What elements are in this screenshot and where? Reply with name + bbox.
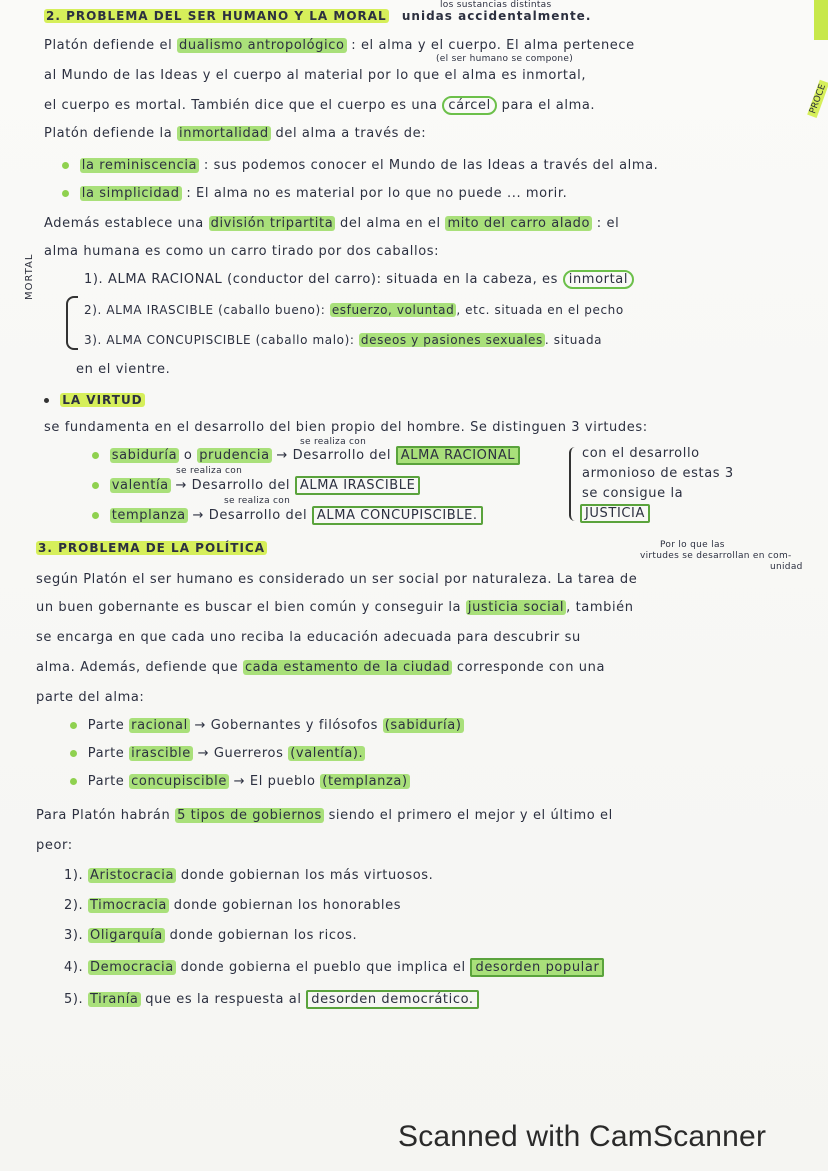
virtud-1-highlight: sabiduría [111, 448, 178, 463]
soul-part-2-highlight: esfuerzo, voluntad [331, 303, 455, 317]
alma-parte-racional [70, 718, 464, 734]
camscanner-watermark: Scanned with CamScanner [398, 1120, 767, 1153]
politica-line2 [36, 600, 634, 616]
gobierno-item-4 [64, 960, 604, 976]
soul-part-3-cont: en el vientre. [76, 362, 171, 377]
virtud-1-mid: o [183, 448, 193, 463]
justicia-box [580, 506, 650, 522]
virtud-3-text: → Desarrollo del [192, 508, 308, 523]
soul-part-3-num: 3). [84, 333, 102, 347]
bullet-1-highlight: la reminiscencia [81, 158, 198, 173]
politica-l4-end: corresponde con una [456, 660, 606, 675]
gobierno-1-num: 1). [64, 868, 84, 883]
corner-tag: PROCE [807, 80, 828, 118]
gobiernos-l1-start: Para Platón habrán [36, 808, 171, 823]
politica-line3: se encarga en que cada uno reciba la educación adecuada para descubrir su [36, 630, 581, 645]
politica-l2-end: , también [566, 600, 634, 615]
top-overflow-text: los sustancias distintas [440, 0, 552, 10]
soul-part-2 [84, 302, 624, 318]
gobierno-1-highlight: Aristocracia [90, 868, 175, 883]
parte-1-a: Parte [87, 718, 125, 733]
p1-line2: al Mundo de las Ideas y el cuerpo al material por lo que el alma es inmortal, [44, 68, 587, 83]
parte-1-highlight2: (sabiduría) [384, 718, 462, 733]
virtud-small-3: se realiza con [224, 496, 291, 506]
virtud-intro: se fundamenta en el desarrollo del bien propio del hombre. Se distinguen 3 virtudes: [44, 420, 648, 435]
soul-part-1-text: ALMA RACIONAL (conductor del carro): situada en la cabeza, es [108, 272, 559, 287]
virtud-1-highlight2: prudencia [199, 448, 270, 463]
soul-part-2-text: ALMA IRASCIBLE (caballo bueno): [106, 303, 326, 317]
virtud-title-text: LA VIRTUD [62, 393, 143, 407]
p1-l4-start: Platón defiende la [44, 126, 173, 141]
parte-2-a: Parte [87, 746, 125, 761]
gobierno-4-boxed: desorden popular [470, 958, 604, 977]
p1-l1-highlight: dualismo antropológico [179, 38, 345, 53]
soul-part-1-circled: inmortal [563, 270, 634, 289]
soul-part-1-num: 1). [84, 272, 104, 287]
soul-part-3-text: ALMA CONCUPISCIBLE (caballo malo): [106, 333, 355, 347]
gobierno-2-highlight: Timocracia [90, 898, 167, 913]
virtud-item-1 [92, 448, 520, 464]
section-title-text: 2. PROBLEMA DEL SER HUMANO Y LA MORAL [46, 9, 387, 23]
virtud-item-2 [92, 478, 420, 494]
virtud-2-text: → Desarrollo del [175, 478, 291, 493]
virtud-1-boxed: ALMA RACIONAL [396, 446, 520, 465]
gobierno-4-num: 4). [64, 960, 84, 975]
p1-l1-end: : el alma y el cuerpo. El alma pertenece [351, 38, 635, 53]
bullet-dot-icon [70, 750, 77, 757]
politica-line5: parte del alma: [36, 690, 145, 705]
gobierno-3-text: donde gobiernan los ricos. [169, 928, 358, 943]
p1-line4 [44, 126, 426, 142]
p1-line1 [44, 38, 635, 54]
gobierno-2-text: donde gobiernan los honorables [173, 898, 402, 913]
virtud-3-highlight: templanza [111, 508, 186, 523]
p2-l1-highlight: división tripartita [210, 216, 334, 231]
p1-l3-start: el cuerpo es mortal. También dice que el cuerpo es una [44, 98, 438, 113]
gobierno-5-text: que es la respuesta al [145, 992, 302, 1007]
virtud-title [44, 392, 145, 408]
virtud-2-highlight: valentía [111, 478, 169, 493]
p2-line1 [44, 216, 619, 232]
bullet-dot-icon [92, 512, 99, 519]
politica-l2-start: un buen gobernante es buscar el bien común y conseguir la [36, 600, 462, 615]
politica-l2-highlight: justicia social [467, 600, 565, 615]
virtud-right-1: con el desarrollo [582, 446, 700, 461]
parte-1-highlight: racional [131, 718, 188, 733]
soul-part-3 [84, 332, 602, 348]
politica-line1: según Platón el ser humano es considerado un ser social por naturaleza. La tarea de [36, 572, 638, 587]
bullet-reminiscencia [62, 158, 658, 174]
soul-part-2-num: 2). [84, 303, 102, 317]
p1-l3-circled: cárcel [442, 96, 497, 115]
politica-title-text: 3. PROBLEMA DE LA POLÍTICA [38, 541, 266, 555]
gobierno-5-num: 5). [64, 992, 84, 1007]
p2-l1-highlight2: mito del carro alado [447, 216, 591, 231]
p1-l1-start: Platón defiende el [44, 38, 173, 53]
gobierno-item-3 [64, 928, 357, 944]
gobiernos-l1-end: siendo el primero el mejor y el último el [328, 808, 613, 823]
gobierno-5-boxed: desorden democrático. [306, 990, 478, 1009]
bullet-dot-icon [70, 722, 77, 729]
p1-l3-end: para el alma. [501, 98, 596, 113]
soul-part-3-highlight: deseos y pasiones sexuales [360, 333, 543, 347]
p1-note: (el ser humano se compone) [436, 54, 574, 64]
justicia-boxed: JUSTICIA [580, 504, 650, 523]
alma-parte-concupiscible [70, 774, 410, 790]
bullet-dot-icon [62, 162, 69, 169]
gobierno-4-highlight: Democracia [90, 960, 174, 975]
virtud-right-2: armonioso de estas 3 [582, 466, 734, 481]
parte-3-highlight2: (templanza) [322, 774, 408, 789]
politica-l4-highlight: cada estamento de la ciudad [244, 660, 451, 675]
soul-part-3-end: . situada [544, 333, 603, 347]
p2-line2: alma humana es como un carro tirado por dos caballos: [44, 244, 440, 259]
parte-1-b: → Gobernantes y filósofos [194, 718, 379, 733]
politica-side-note-2: virtudes se desarrollan en com- [640, 551, 792, 561]
bullet-dot-icon [92, 452, 99, 459]
parte-3-highlight: concupiscible [131, 774, 227, 789]
p1-l4-highlight: inmortalidad [179, 126, 269, 141]
soul-part-1 [84, 272, 634, 288]
p2-l1-end: : el [596, 216, 620, 231]
bullet-dot-icon [44, 398, 49, 403]
parte-2-b: → Guerreros [197, 746, 284, 761]
soul-part-2-end: , etc. situada en el pecho [456, 303, 624, 317]
gobierno-1-text: donde gobiernan los más virtuosos. [180, 868, 434, 883]
virtud-right-3: se consigue la [582, 486, 684, 501]
virtud-1-text: → Desarrollo del [276, 448, 392, 463]
bullet-dot-icon [92, 482, 99, 489]
gobiernos-l1-highlight: 5 tipos de gobiernos [177, 808, 322, 823]
gobiernos-line2: peor: [36, 838, 73, 853]
politica-title [36, 540, 267, 556]
gobierno-5-highlight: Tiranía [90, 992, 139, 1007]
gobierno-item-1 [64, 868, 433, 884]
parte-3-a: Parte [87, 774, 125, 789]
gobierno-4-text: donde gobierna el pueblo que implica el [180, 960, 466, 975]
gobierno-3-num: 3). [64, 928, 84, 943]
politica-side-note-1: Por lo que las [660, 540, 725, 550]
edge-highlight-strip [814, 0, 828, 40]
virtud-3-boxed: ALMA CONCUPISCIBLE. [312, 506, 483, 525]
virtud-2-boxed: ALMA IRASCIBLE [295, 476, 421, 495]
mortal-brace [66, 296, 78, 350]
politica-line4 [36, 660, 605, 676]
virtud-item-3 [92, 508, 483, 524]
mortal-side-label [24, 254, 35, 300]
bullet-dot-icon [62, 190, 69, 197]
gobiernos-line1 [36, 808, 613, 824]
virtud-small-1: se realiza con [300, 437, 367, 447]
mortal-label: MORTAL [24, 253, 35, 300]
bullet-1-text: : sus podemos conocer el Mundo de las Ideas a través del alma. [203, 158, 659, 173]
p2-l1-mid: del alma en el [340, 216, 441, 231]
justicia-brace [569, 447, 579, 521]
gobierno-item-2 [64, 898, 401, 914]
bullet-dot-icon [70, 778, 77, 785]
section-title-human [44, 8, 591, 24]
virtud-small-2: se realiza con [176, 466, 243, 476]
bullet-2-text: : El alma no es material por lo que no puede ... morir. [186, 186, 568, 201]
parte-2-highlight: irascible [131, 746, 191, 761]
gobierno-item-5 [64, 992, 479, 1008]
politica-side-note-3: unidad [770, 562, 803, 572]
p2-l1-start: Además establece una [44, 216, 204, 231]
gobierno-3-highlight: Oligarquía [90, 928, 163, 943]
bullet-simplicidad [62, 186, 567, 202]
politica-l4-start: alma. Además, defiende que [36, 660, 239, 675]
gobierno-2-num: 2). [64, 898, 84, 913]
alma-parte-irascible [70, 746, 365, 762]
title-note: unidas accidentalmente. [401, 9, 592, 23]
bullet-2-highlight: la simplicidad [81, 186, 180, 201]
p1-l4-end: del alma a través de: [275, 126, 427, 141]
p1-line3 [44, 98, 595, 114]
parte-3-b: → El pueblo [233, 774, 316, 789]
parte-2-highlight2: (valentía). [290, 746, 364, 761]
